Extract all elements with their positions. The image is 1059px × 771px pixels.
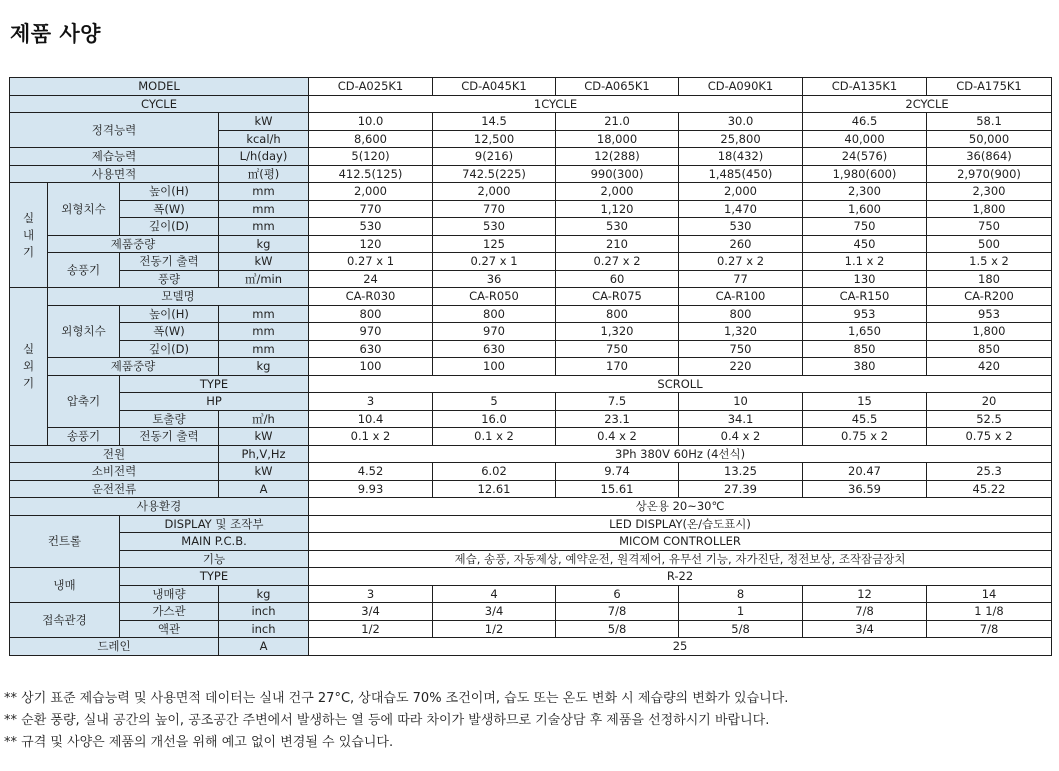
outdoor-model-value: CA-R075 <box>556 288 679 306</box>
table-row <box>10 603 1052 621</box>
indoor-weight-value: 500 <box>927 235 1052 253</box>
liquid-pipe-value: 3/4 <box>803 620 927 638</box>
footnote: ** 순환 풍량, 실내 공간의 높이, 공조공간 주변에서 발생하는 열 등에 따라 차이가 발생하므로 기술상담 후 제품을 선정하시기 바랍니다. <box>4 713 770 728</box>
drain-label: 드레인 <box>10 638 219 656</box>
current-value: 45.22 <box>927 480 1052 498</box>
unit-cell: mm <box>219 200 309 218</box>
indoor-height-value: 2,300 <box>927 183 1052 201</box>
row-label: 풍량 <box>120 270 219 288</box>
indoor-width-value: 1,600 <box>803 200 927 218</box>
unit-cell: kW <box>219 253 309 271</box>
consumption-value: 25.3 <box>927 463 1052 481</box>
indoor-width-value: 1,470 <box>679 200 803 218</box>
environment-label: 사용환경 <box>10 498 309 516</box>
indoor-width-value: 1,800 <box>927 200 1052 218</box>
capacity-kcal-value: 12,500 <box>433 130 556 148</box>
outdoor-motor-value: 0.1 x 2 <box>309 428 433 446</box>
outdoor-group-label: 실 외 기 <box>10 288 48 446</box>
table-row <box>10 638 1052 656</box>
discharge-value: 23.1 <box>556 410 679 428</box>
outdoor-height-value: 800 <box>556 305 679 323</box>
dehumid-value: 36(864) <box>927 148 1052 166</box>
outdoor-model-value: CA-R050 <box>433 288 556 306</box>
environment-value: 상온용 20~30℃ <box>309 498 1052 516</box>
discharge-value: 16.0 <box>433 410 556 428</box>
indoor-height-value: 2,000 <box>309 183 433 201</box>
table-row <box>10 218 1052 236</box>
capacity-kw-value: 58.1 <box>927 113 1052 131</box>
dehumid-value: 24(576) <box>803 148 927 166</box>
unit-cell: kg <box>219 235 309 253</box>
table-row <box>10 113 1052 131</box>
indoor-dims-label: 외형치수 <box>48 183 120 236</box>
table-row <box>10 200 1052 218</box>
consumption-label: 소비전력 <box>10 463 219 481</box>
indoor-depth-value: 750 <box>803 218 927 236</box>
model-label: MODEL <box>10 78 309 96</box>
spec-table-body <box>10 78 1052 656</box>
outdoor-model-value: CA-R100 <box>679 288 803 306</box>
row-label: 폭(W) <box>120 200 219 218</box>
outdoor-weight-value: 170 <box>556 358 679 376</box>
unit-cell: ㎥/h <box>219 410 309 428</box>
outdoor-depth-value: 850 <box>927 340 1052 358</box>
row-label: 폭(W) <box>120 323 219 341</box>
row-label: 냉매량 <box>120 585 219 603</box>
indoor-depth-value: 750 <box>927 218 1052 236</box>
model-name: CD-A175K1 <box>927 78 1052 96</box>
row-label: 제품중량 <box>48 235 219 253</box>
compressor-hp-value: 5 <box>433 393 556 411</box>
row-label: DISPLAY 및 조작부 <box>120 515 309 533</box>
discharge-value: 10.4 <box>309 410 433 428</box>
liquid-pipe-value: 1/2 <box>433 620 556 638</box>
indoor-airflow-value: 24 <box>309 270 433 288</box>
discharge-value: 45.5 <box>803 410 927 428</box>
capacity-kcal-value: 18,000 <box>556 130 679 148</box>
area-value: 1,485(450) <box>679 165 803 183</box>
indoor-weight-value: 120 <box>309 235 433 253</box>
row-label: TYPE <box>120 375 309 393</box>
cycle-value: 2CYCLE <box>803 95 1052 113</box>
gas-pipe-value: 7/8 <box>803 603 927 621</box>
outdoor-height-value: 800 <box>433 305 556 323</box>
table-row <box>10 480 1052 498</box>
table-row <box>10 270 1052 288</box>
indoor-airflow-value: 77 <box>679 270 803 288</box>
unit-cell: A <box>219 638 309 656</box>
outdoor-width-value: 1,320 <box>556 323 679 341</box>
indoor-motor-value: 1.1 x 2 <box>803 253 927 271</box>
table-row <box>10 323 1052 341</box>
capacity-label: 정격능력 <box>10 113 219 148</box>
model-name: CD-A025K1 <box>309 78 433 96</box>
gas-pipe-value: 1 <box>679 603 803 621</box>
unit-cell: kg <box>219 358 309 376</box>
row-label: 깊이(D) <box>120 340 219 358</box>
table-row <box>10 95 1052 113</box>
indoor-motor-value: 0.27 x 1 <box>433 253 556 271</box>
consumption-value: 9.74 <box>556 463 679 481</box>
refrigerant-type-value: R-22 <box>309 568 1052 586</box>
row-label: 기능 <box>120 550 309 568</box>
indoor-airflow-value: 180 <box>927 270 1052 288</box>
cycle-value: 1CYCLE <box>309 95 803 113</box>
outdoor-width-value: 1,650 <box>803 323 927 341</box>
table-row <box>10 165 1052 183</box>
liquid-pipe-value: 1/2 <box>309 620 433 638</box>
current-value: 12.61 <box>433 480 556 498</box>
indoor-width-value: 770 <box>309 200 433 218</box>
table-row <box>10 148 1052 166</box>
outdoor-weight-value: 220 <box>679 358 803 376</box>
indoor-depth-value: 530 <box>556 218 679 236</box>
display-value: LED DISPLAY(온/습도표시) <box>309 515 1052 533</box>
indoor-motor-value: 1.5 x 2 <box>927 253 1052 271</box>
current-label: 운전전류 <box>10 480 219 498</box>
table-row <box>10 428 1052 446</box>
outdoor-fan-label: 송풍기 <box>48 428 120 446</box>
outdoor-height-value: 800 <box>679 305 803 323</box>
row-label: 높이(H) <box>120 183 219 201</box>
indoor-width-value: 1,120 <box>556 200 679 218</box>
table-row <box>10 568 1052 586</box>
row-label: MAIN P.C.B. <box>120 533 309 551</box>
dehumid-value: 5(120) <box>309 148 433 166</box>
unit-cell: kW <box>219 463 309 481</box>
unit-cell: ㎡(평) <box>219 165 309 183</box>
outdoor-width-value: 970 <box>309 323 433 341</box>
unit-cell: inch <box>219 603 309 621</box>
indoor-airflow-value: 130 <box>803 270 927 288</box>
indoor-weight-value: 260 <box>679 235 803 253</box>
capacity-kcal-value: 50,000 <box>927 130 1052 148</box>
outdoor-depth-value: 850 <box>803 340 927 358</box>
row-label: TYPE <box>120 568 309 586</box>
piping-label: 접속관경 <box>10 603 120 638</box>
indoor-motor-value: 0.27 x 2 <box>679 253 803 271</box>
unit-cell: mm <box>219 340 309 358</box>
table-row <box>10 253 1052 271</box>
liquid-pipe-value: 5/8 <box>679 620 803 638</box>
capacity-kcal-value: 25,800 <box>679 130 803 148</box>
model-name: CD-A065K1 <box>556 78 679 96</box>
compressor-hp-value: 10 <box>679 393 803 411</box>
gas-pipe-value: 3/4 <box>433 603 556 621</box>
outdoor-height-value: 953 <box>803 305 927 323</box>
outdoor-depth-value: 630 <box>433 340 556 358</box>
cycle-label: CYCLE <box>10 95 309 113</box>
unit-cell: L/h(day) <box>219 148 309 166</box>
capacity-kw-value: 14.5 <box>433 113 556 131</box>
gas-pipe-value: 3/4 <box>309 603 433 621</box>
current-value: 9.93 <box>309 480 433 498</box>
row-label: 깊이(D) <box>120 218 219 236</box>
row-label: 액관 <box>120 620 219 638</box>
consumption-value: 6.02 <box>433 463 556 481</box>
unit-cell: kcal/h <box>219 130 309 148</box>
area-value: 2,970(900) <box>927 165 1052 183</box>
outdoor-weight-value: 100 <box>433 358 556 376</box>
outdoor-depth-value: 750 <box>556 340 679 358</box>
indoor-depth-value: 530 <box>309 218 433 236</box>
table-row <box>10 498 1052 516</box>
liquid-pipe-value: 5/8 <box>556 620 679 638</box>
refrigerant-amount-value: 8 <box>679 585 803 603</box>
capacity-kcal-value: 8,600 <box>309 130 433 148</box>
area-value: 412.5(125) <box>309 165 433 183</box>
indoor-height-value: 2,000 <box>556 183 679 201</box>
compressor-hp-value: 3 <box>309 393 433 411</box>
row-label: 가스관 <box>120 603 219 621</box>
outdoor-width-value: 1,320 <box>679 323 803 341</box>
area-value: 742.5(225) <box>433 165 556 183</box>
indoor-weight-value: 125 <box>433 235 556 253</box>
row-label: 토출량 <box>120 410 219 428</box>
table-row <box>10 550 1052 568</box>
table-row <box>10 183 1052 201</box>
outdoor-weight-value: 420 <box>927 358 1052 376</box>
footnote: ** 상기 표준 제습능력 및 사용면적 데이터는 실내 건구 27°C, 상대습도 70% 조건이며, 습도 또는 온도 변화 시 제습량의 변화가 있습니다. <box>4 691 789 706</box>
outdoor-weight-value: 380 <box>803 358 927 376</box>
consumption-value: 13.25 <box>679 463 803 481</box>
outdoor-width-value: 970 <box>433 323 556 341</box>
outdoor-model-value: CA-R150 <box>803 288 927 306</box>
area-value: 990(300) <box>556 165 679 183</box>
outdoor-depth-value: 630 <box>309 340 433 358</box>
refrigerant-label: 냉매 <box>10 568 120 603</box>
table-row <box>10 235 1052 253</box>
outdoor-dims-label: 외형치수 <box>48 305 120 358</box>
dehumid-value: 12(288) <box>556 148 679 166</box>
compressor-hp-value: 7.5 <box>556 393 679 411</box>
indoor-width-value: 770 <box>433 200 556 218</box>
outdoor-height-value: 953 <box>927 305 1052 323</box>
compressor-hp-value: 15 <box>803 393 927 411</box>
table-row <box>10 358 1052 376</box>
liquid-pipe-value: 7/8 <box>927 620 1052 638</box>
indoor-height-value: 2,000 <box>433 183 556 201</box>
refrigerant-amount-value: 6 <box>556 585 679 603</box>
indoor-airflow-value: 36 <box>433 270 556 288</box>
outdoor-motor-value: 0.75 x 2 <box>927 428 1052 446</box>
compressor-label: 압축기 <box>48 375 120 428</box>
outdoor-motor-value: 0.75 x 2 <box>803 428 927 446</box>
footnote: ** 규격 및 사양은 제품의 개선을 위해 예고 없이 변경될 수 있습니다. <box>4 735 394 750</box>
power-value: 3Ph 380V 60Hz (4선식) <box>309 445 1052 463</box>
outdoor-depth-value: 750 <box>679 340 803 358</box>
unit-cell: ㎥/min <box>219 270 309 288</box>
indoor-group-label: 실 내 기 <box>10 183 48 288</box>
table-row <box>10 393 1052 411</box>
refrigerant-amount-value: 4 <box>433 585 556 603</box>
unit-cell: kg <box>219 585 309 603</box>
gas-pipe-value: 1 1/8 <box>927 603 1052 621</box>
table-row <box>10 445 1052 463</box>
capacity-kw-value: 30.0 <box>679 113 803 131</box>
row-label: 모델명 <box>48 288 309 306</box>
outdoor-width-value: 1,800 <box>927 323 1052 341</box>
unit-cell: mm <box>219 305 309 323</box>
power-label: 전원 <box>10 445 219 463</box>
capacity-kcal-value: 40,000 <box>803 130 927 148</box>
unit-cell: mm <box>219 183 309 201</box>
dehumid-value: 9(216) <box>433 148 556 166</box>
table-row <box>10 410 1052 428</box>
consumption-value: 20.47 <box>803 463 927 481</box>
refrigerant-amount-value: 12 <box>803 585 927 603</box>
table-row <box>10 78 1052 96</box>
capacity-kw-value: 46.5 <box>803 113 927 131</box>
row-label: 전동기 출력 <box>120 253 219 271</box>
unit-cell: mm <box>219 218 309 236</box>
compressor-hp-value: 20 <box>927 393 1052 411</box>
outdoor-motor-value: 0.1 x 2 <box>433 428 556 446</box>
page-title: 제품 사양 <box>10 22 101 46</box>
table-row <box>10 620 1052 638</box>
outdoor-height-value: 800 <box>309 305 433 323</box>
indoor-depth-value: 530 <box>433 218 556 236</box>
outdoor-motor-value: 0.4 x 2 <box>556 428 679 446</box>
unit-cell: kW <box>219 428 309 446</box>
unit-cell: A <box>219 480 309 498</box>
indoor-weight-value: 210 <box>556 235 679 253</box>
unit-cell: mm <box>219 323 309 341</box>
outdoor-weight-value: 100 <box>309 358 433 376</box>
table-row <box>10 288 1052 306</box>
outdoor-model-value: CA-R200 <box>927 288 1052 306</box>
unit-cell: Ph,V,Hz <box>219 445 309 463</box>
dehumid-value: 18(432) <box>679 148 803 166</box>
area-value: 1,980(600) <box>803 165 927 183</box>
indoor-weight-value: 450 <box>803 235 927 253</box>
table-row <box>10 340 1052 358</box>
refrigerant-amount-value: 3 <box>309 585 433 603</box>
footnotes <box>4 688 788 754</box>
area-label: 사용면적 <box>10 165 219 183</box>
discharge-value: 34.1 <box>679 410 803 428</box>
current-value: 15.61 <box>556 480 679 498</box>
table-row <box>10 305 1052 323</box>
compressor-type-value: SCROLL <box>309 375 1052 393</box>
table-row <box>10 463 1052 481</box>
pcb-value: MICOM CONTROLLER <box>309 533 1052 551</box>
function-value: 제습, 송풍, 자동제상, 예약운전, 원격제어, 유무선 기능, 자가진단, 정전보상, 조작잠금장치 <box>309 550 1052 568</box>
table-row <box>10 585 1052 603</box>
row-label: 전동기 출력 <box>120 428 219 446</box>
refrigerant-amount-value: 14 <box>927 585 1052 603</box>
consumption-value: 4.52 <box>309 463 433 481</box>
row-label: 높이(H) <box>120 305 219 323</box>
row-label: HP <box>120 393 309 411</box>
table-row <box>10 375 1052 393</box>
outdoor-motor-value: 0.4 x 2 <box>679 428 803 446</box>
current-value: 36.59 <box>803 480 927 498</box>
outdoor-model-value: CA-R030 <box>309 288 433 306</box>
indoor-depth-value: 530 <box>679 218 803 236</box>
spec-table <box>9 77 1052 656</box>
dehumid-label: 제습능력 <box>10 148 219 166</box>
capacity-kw-value: 10.0 <box>309 113 433 131</box>
capacity-kw-value: 21.0 <box>556 113 679 131</box>
table-row <box>10 533 1052 551</box>
table-row <box>10 515 1052 533</box>
indoor-height-value: 2,300 <box>803 183 927 201</box>
unit-cell: kW <box>219 113 309 131</box>
indoor-airflow-value: 60 <box>556 270 679 288</box>
current-value: 27.39 <box>679 480 803 498</box>
discharge-value: 52.5 <box>927 410 1052 428</box>
indoor-motor-value: 0.27 x 2 <box>556 253 679 271</box>
drain-value: 25 <box>309 638 1052 656</box>
indoor-fan-label: 송풍기 <box>48 253 120 288</box>
control-label: 컨트롤 <box>10 515 120 568</box>
model-name: CD-A090K1 <box>679 78 803 96</box>
gas-pipe-value: 7/8 <box>556 603 679 621</box>
unit-cell: inch <box>219 620 309 638</box>
indoor-height-value: 2,000 <box>679 183 803 201</box>
row-label: 제품중량 <box>48 358 219 376</box>
model-name: CD-A045K1 <box>433 78 556 96</box>
indoor-motor-value: 0.27 x 1 <box>309 253 433 271</box>
model-name: CD-A135K1 <box>803 78 927 96</box>
